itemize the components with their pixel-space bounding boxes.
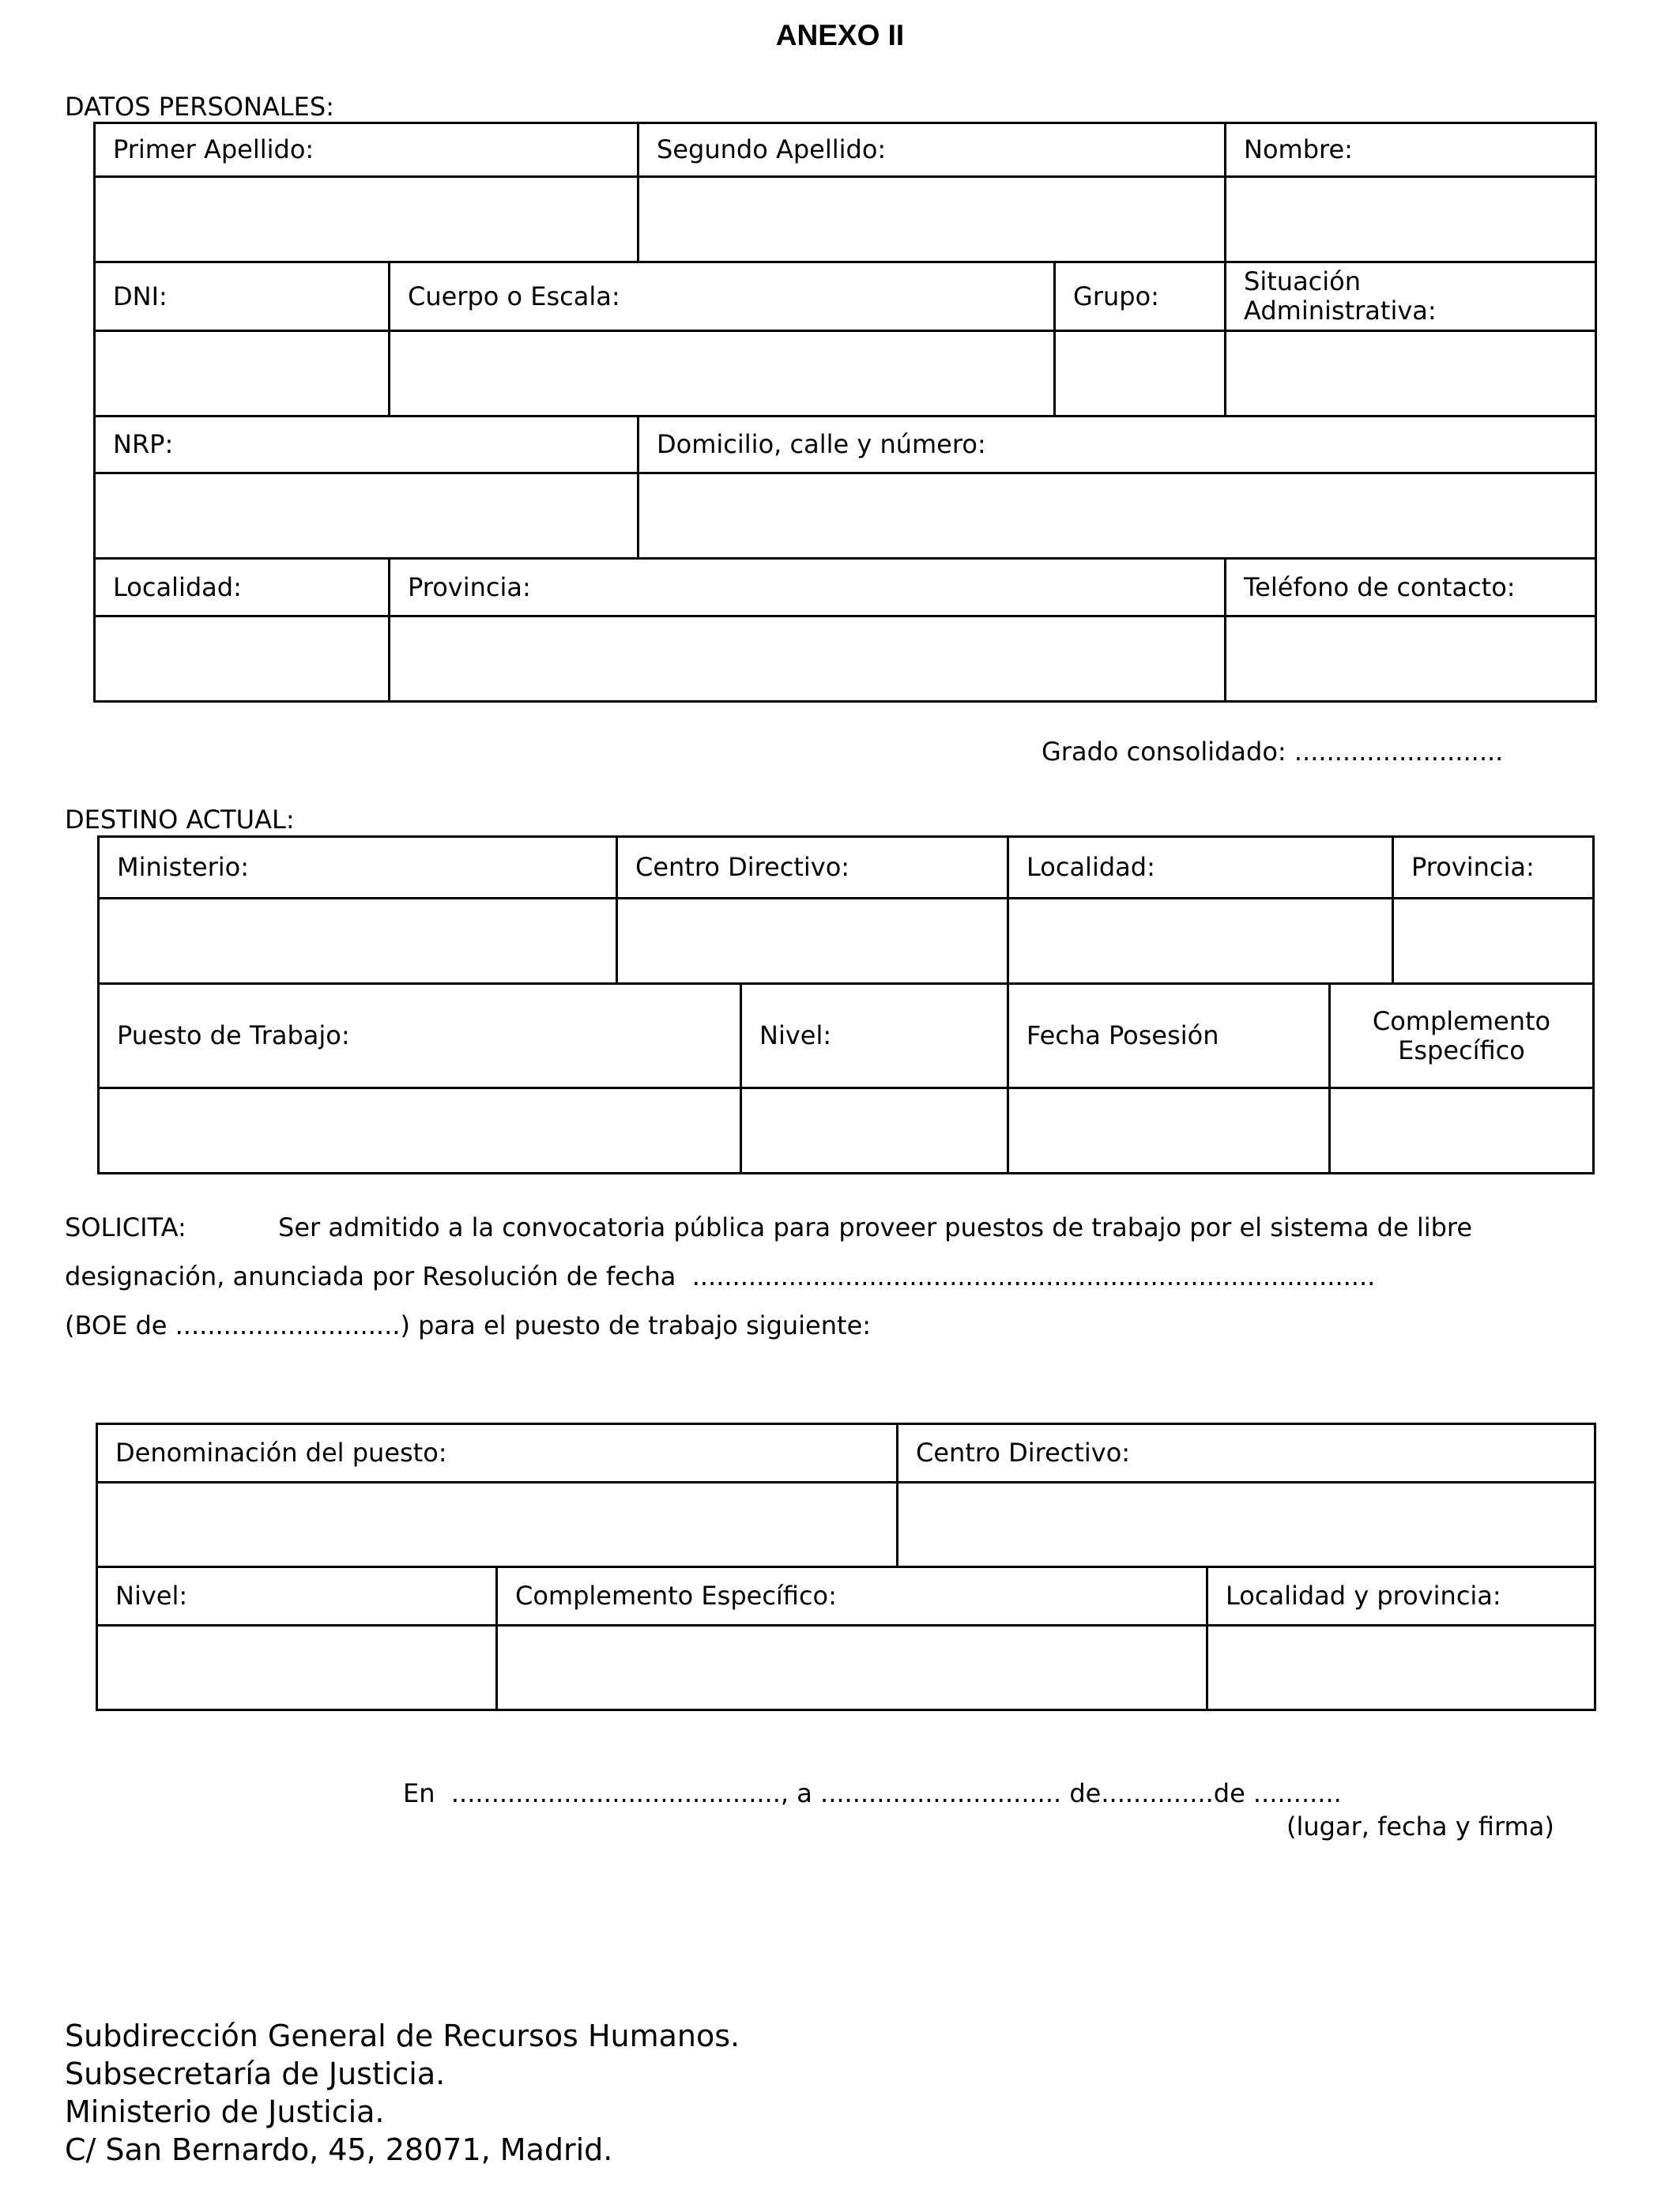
grado-consolidado: Grado consolidado: .......................... (1042, 737, 1504, 767)
label-nrp: NRP: (95, 417, 638, 473)
field-localidad-destino[interactable] (1008, 899, 1393, 984)
field-dni[interactable] (95, 331, 390, 417)
label-situacion-administrativa: Situación Administrativa: (1226, 262, 1596, 331)
solicita-label: SOLICITA: (65, 1212, 186, 1242)
label-complemento-especifico-destino: Complemento Específico (1330, 984, 1594, 1088)
field-provincia[interactable] (390, 616, 1226, 702)
label-ministerio: Ministerio: (99, 837, 617, 899)
label-telefono: Teléfono de contacto: (1226, 559, 1596, 616)
field-telefono[interactable] (1226, 616, 1596, 702)
label-denominacion-puesto: Denominación del puesto: (97, 1424, 898, 1483)
field-domicilio[interactable] (638, 473, 1596, 559)
current-post-table (97, 835, 1595, 1174)
field-complemento-especifico-destino[interactable] (1330, 1088, 1594, 1174)
recipient-address (65, 2017, 740, 2169)
label-fecha-posesion: Fecha Posesión (1008, 984, 1330, 1088)
solicita-line-2: designación, anunciada por Resolución de fecha ..................................................................................... (65, 1261, 1376, 1291)
label-cuerpo-escala: Cuerpo o Escala: (390, 262, 1055, 331)
field-nivel-solicitado[interactable] (97, 1626, 497, 1710)
section-label-datos-personales: DATOS PERSONALES: (65, 92, 334, 122)
field-segundo-apellido[interactable] (638, 177, 1226, 262)
field-complemento-solicitado[interactable] (497, 1626, 1207, 1710)
field-puesto-trabajo[interactable] (99, 1088, 741, 1174)
field-nivel-destino[interactable] (741, 1088, 1008, 1174)
field-provincia-destino[interactable] (1393, 899, 1594, 984)
address-line-2: Subsecretaría de Justicia. (65, 2056, 446, 2091)
field-nombre[interactable] (1226, 177, 1596, 262)
field-ministerio[interactable] (99, 899, 617, 984)
address-line-1: Subdirección General de Recursos Humanos. (65, 2019, 740, 2053)
label-puesto-trabajo: Puesto de Trabajo: (99, 984, 741, 1088)
label-domicilio: Domicilio, calle y número: (638, 417, 1596, 473)
signature-line: En ........................................., a .............................. de..............de ........... (403, 1778, 1342, 1808)
address-line-4: C/ San Bernardo, 45, 28071, Madrid. (65, 2132, 613, 2167)
field-centro-directivo[interactable] (617, 899, 1008, 984)
field-primer-apellido[interactable] (95, 177, 638, 262)
field-localidad-provincia[interactable] (1207, 1626, 1595, 1710)
label-localidad: Localidad: (95, 559, 390, 616)
label-provincia: Provincia: (390, 559, 1226, 616)
label-nivel-destino: Nivel: (741, 984, 1008, 1088)
label-grupo: Grupo: (1055, 262, 1226, 331)
field-cuerpo-escala[interactable] (390, 331, 1055, 417)
field-denominacion-puesto[interactable] (97, 1483, 898, 1567)
field-grupo[interactable] (1055, 331, 1226, 417)
signature-caption: (lugar, fecha y firma) (1286, 1811, 1554, 1842)
field-localidad[interactable] (95, 616, 390, 702)
label-primer-apellido: Primer Apellido: (95, 123, 638, 177)
page-title: ANEXO II (775, 19, 905, 51)
label-segundo-apellido: Segundo Apellido: (638, 123, 1226, 177)
solicita-line-1: Ser admitido a la convocatoria pública para proveer puestos de trabajo por el sistema de libre (278, 1212, 1473, 1242)
label-dni: DNI: (95, 262, 390, 331)
label-centro-directivo-solicitado: Centro Directivo: (898, 1424, 1595, 1483)
personal-data-table (93, 122, 1597, 703)
label-nivel-solicitado: Nivel: (97, 1567, 497, 1626)
field-fecha-posesion[interactable] (1008, 1088, 1330, 1174)
field-nrp[interactable] (95, 473, 638, 559)
label-centro-directivo: Centro Directivo: (617, 837, 1008, 899)
label-localidad-destino: Localidad: (1008, 837, 1393, 899)
label-complemento-solicitado: Complemento Específico: (497, 1567, 1207, 1626)
requested-post-table (96, 1423, 1596, 1711)
field-situacion-administrativa[interactable] (1226, 331, 1596, 417)
address-line-3: Ministerio de Justicia. (65, 2094, 385, 2129)
field-centro-directivo-solicitado[interactable] (898, 1483, 1595, 1567)
label-provincia-destino: Provincia: (1393, 837, 1594, 899)
section-label-destino-actual: DESTINO ACTUAL: (65, 805, 295, 835)
label-localidad-provincia: Localidad y provincia: (1207, 1567, 1595, 1626)
solicita-line-3: (BOE de ............................) para el puesto de trabajo siguiente: (65, 1310, 872, 1340)
label-nombre: Nombre: (1226, 123, 1596, 177)
